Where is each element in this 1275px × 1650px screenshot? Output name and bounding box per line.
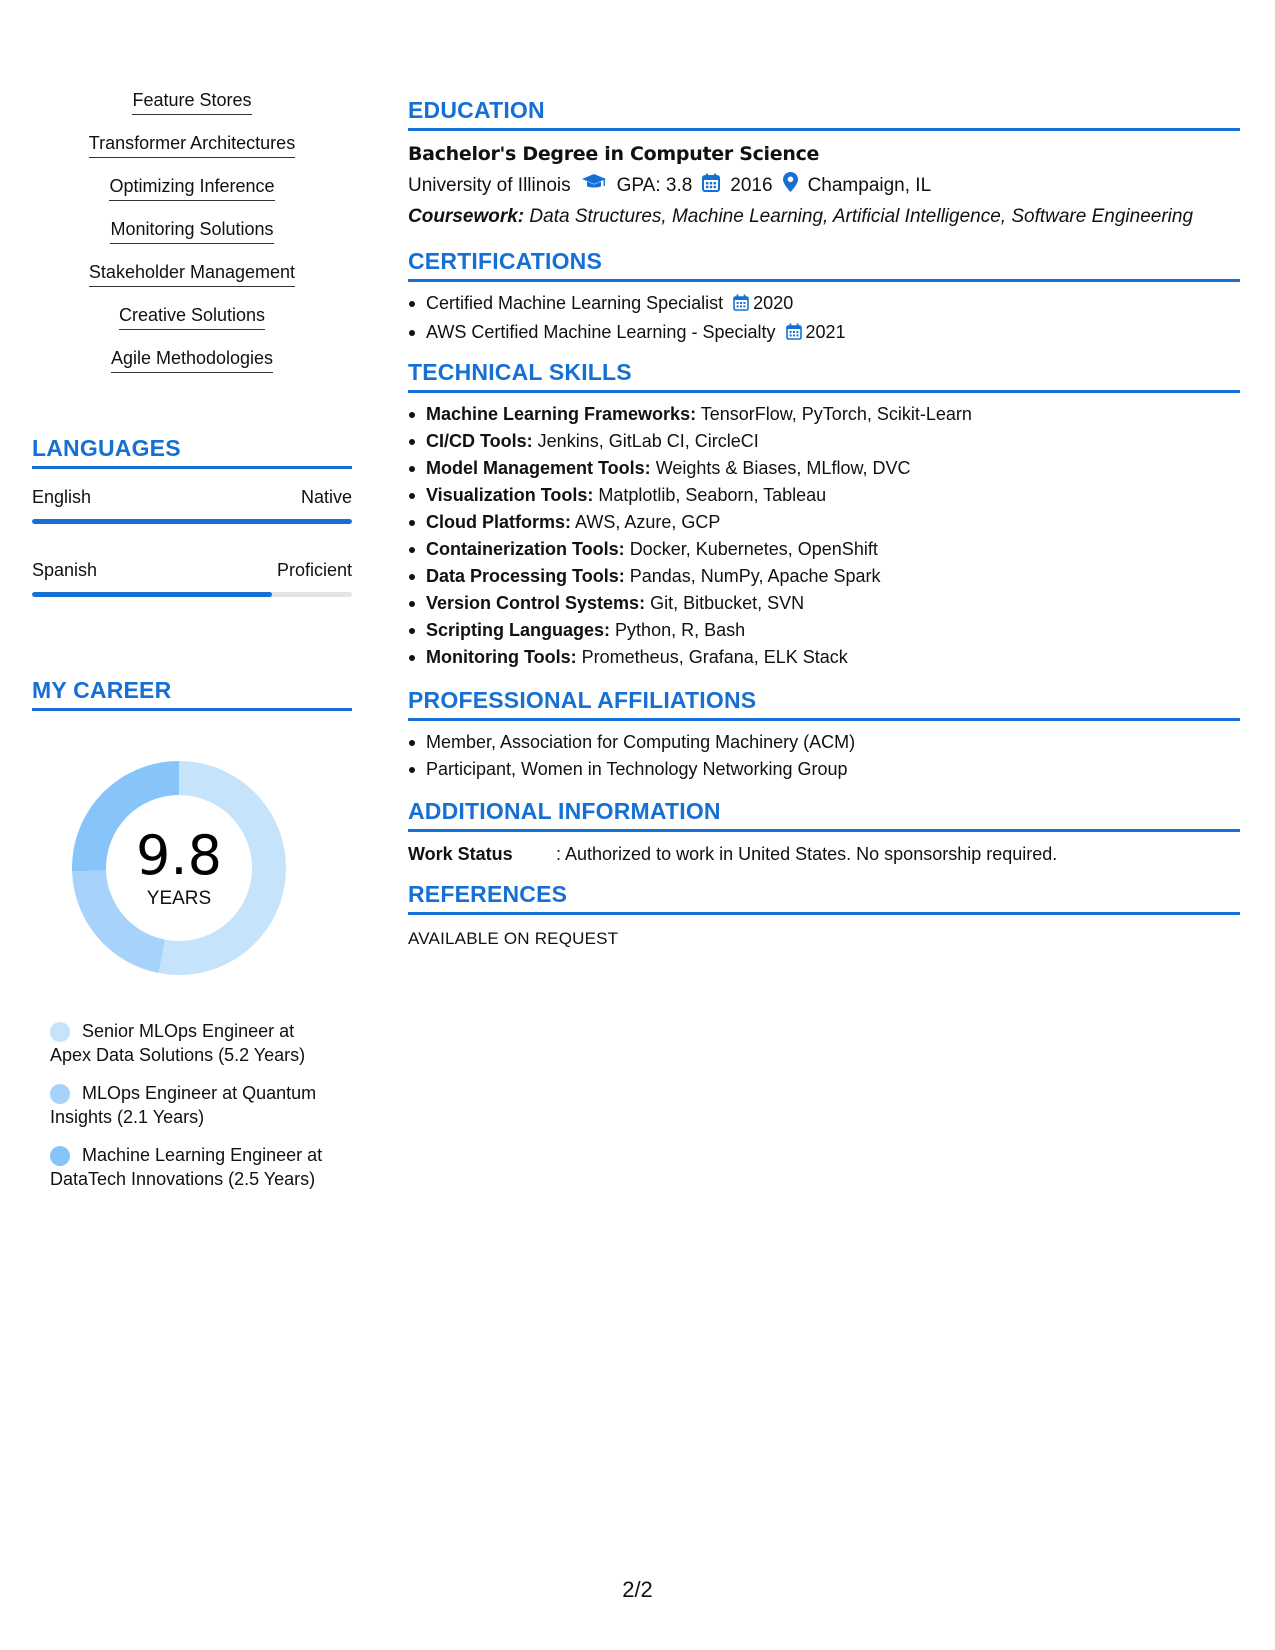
list-item	[408, 536, 1240, 563]
graduation-year: 2016	[730, 175, 773, 196]
legend-label: Senior MLOps Engineer at Apex Data Solutions (5.2 Years)	[50, 1021, 306, 1065]
language-name: English	[32, 487, 92, 507]
career-donut	[66, 755, 292, 981]
list-item	[408, 319, 1240, 348]
references-text: AVAILABLE ON REQUEST	[408, 929, 619, 948]
legend-dot	[50, 1022, 70, 1042]
career-title: MY CAREER	[32, 676, 352, 711]
calendar-icon	[702, 173, 720, 200]
skill-category: Scripting Languages:	[426, 620, 611, 640]
language-bar	[32, 592, 352, 597]
calendar-icon	[786, 321, 802, 348]
references-section	[408, 880, 1240, 951]
list-item	[408, 644, 1240, 671]
languages-section	[32, 434, 352, 601]
legend-label: MLOps Engineer at Quantum Insights (2.1 Years)	[50, 1083, 317, 1127]
certifications-section	[408, 247, 1240, 348]
skill-tag: Monitoring Solutions	[110, 217, 273, 244]
list-item: Member, Association for Computing Machinery (ACM)	[408, 729, 1240, 756]
career-unit: YEARS	[146, 888, 212, 909]
certifications-title: CERTIFICATIONS	[408, 247, 1240, 282]
skill-tag: Feature Stores	[132, 88, 251, 115]
graduation-cap-icon	[581, 173, 607, 199]
career-legend	[50, 1019, 330, 1191]
skill-values: Python, R, Bash	[615, 620, 746, 640]
education-details	[408, 172, 1240, 200]
affiliations-title: PROFESSIONAL AFFILIATIONS	[408, 686, 1240, 721]
list-item	[408, 509, 1240, 536]
calendar-icon	[733, 292, 749, 319]
skill-values: TensorFlow, PyTorch, Scikit-Learn	[700, 404, 972, 424]
skill-category: Visualization Tools:	[426, 485, 594, 505]
skill-category: Model Management Tools:	[426, 458, 651, 478]
certification-year: 2021	[805, 322, 846, 342]
list-item	[408, 617, 1240, 644]
list-item	[408, 428, 1240, 455]
map-pin-icon	[783, 172, 798, 200]
skill-category: Containerization Tools:	[426, 539, 625, 559]
gpa: GPA: 3.8	[616, 175, 693, 196]
education-title: EDUCATION	[408, 96, 1240, 131]
skill-values: Weights & Biases, MLflow, DVC	[655, 458, 911, 478]
school-name: University of Illinois	[408, 175, 571, 196]
legend-label: Machine Learning Engineer at DataTech Innovations (2.5 Years)	[50, 1145, 323, 1189]
coursework-list: Data Structures, Machine Learning, Artificial Intelligence, Software Engineering	[529, 206, 1194, 227]
certification-year: 2020	[753, 293, 794, 313]
list-item	[408, 590, 1240, 617]
list-item	[408, 401, 1240, 428]
skill-tag: Creative Solutions	[119, 303, 265, 330]
skill-category: Machine Learning Frameworks:	[426, 404, 697, 424]
skill-tag: Agile Methodologies	[111, 346, 273, 373]
list-item	[408, 482, 1240, 509]
language-item	[32, 485, 352, 524]
coursework-label: Coursework:	[408, 206, 525, 227]
references-title: REFERENCES	[408, 880, 1240, 915]
list-item	[408, 563, 1240, 590]
legend-item	[50, 1143, 330, 1191]
legend-item	[50, 1081, 330, 1129]
language-bar	[32, 519, 352, 524]
skill-tag: Transformer Architectures	[89, 131, 295, 158]
certification-name: Certified Machine Learning Specialist	[426, 293, 724, 313]
coursework	[408, 204, 1240, 230]
list-item: Participant, Women in Technology Networking Group	[408, 756, 1240, 783]
language-item	[32, 558, 352, 597]
skill-values: AWS, Azure, GCP	[575, 512, 721, 532]
technical-skills-list	[408, 401, 1240, 671]
skill-values: Matplotlib, Seaborn, Tableau	[598, 485, 827, 505]
school-location: Champaign, IL	[807, 175, 932, 196]
work-status-row	[408, 842, 1240, 866]
language-bar-fill	[32, 519, 352, 524]
language-bar-fill	[32, 592, 272, 597]
skill-values: Docker, Kubernetes, OpenShift	[629, 539, 878, 559]
skill-category: Cloud Platforms:	[426, 512, 572, 532]
certification-name: AWS Certified Machine Learning - Specialty	[426, 322, 776, 342]
additional-info-section	[408, 797, 1240, 866]
skill-category: CI/CD Tools:	[426, 431, 533, 451]
language-level: Proficient	[276, 560, 352, 580]
skill-values: Jenkins, GitLab CI, CircleCI	[537, 431, 759, 451]
work-status-label: Work Status	[408, 844, 513, 864]
legend-dot	[50, 1146, 70, 1166]
degree-title: Bachelor's Degree in Computer Science	[408, 143, 820, 165]
list-item	[408, 290, 1240, 319]
career-section	[32, 676, 352, 1205]
technical-skills-title: TECHNICAL SKILLS	[408, 358, 1240, 393]
donut-center	[66, 755, 292, 981]
legend-item	[50, 1019, 330, 1067]
language-name: Spanish	[32, 560, 98, 580]
legend-dot	[50, 1084, 70, 1104]
skill-category: Data Processing Tools:	[426, 566, 625, 586]
skill-tag: Stakeholder Management	[89, 260, 295, 287]
affiliations-list	[408, 729, 1240, 783]
skill-tags	[32, 88, 352, 389]
work-status-value: : Authorized to work in United States. No sponsorship required.	[556, 844, 1058, 864]
skill-category: Version Control Systems:	[426, 593, 646, 613]
certifications-list	[408, 290, 1240, 348]
list-item	[408, 455, 1240, 482]
education-section	[408, 96, 1240, 230]
page-number: 2/2	[622, 1577, 653, 1602]
career-total: 9.8	[136, 824, 222, 887]
skill-values: Prometheus, Grafana, ELK Stack	[581, 647, 848, 667]
technical-skills-section	[408, 358, 1240, 671]
languages-title: LANGUAGES	[32, 434, 352, 469]
language-level: Native	[300, 487, 352, 507]
skill-values: Git, Bitbucket, SVN	[650, 593, 805, 613]
skill-category: Monitoring Tools:	[426, 647, 577, 667]
additional-info-title: ADDITIONAL INFORMATION	[408, 797, 1240, 832]
skill-tag: Optimizing Inference	[109, 174, 274, 201]
affiliations-section	[408, 686, 1240, 783]
skill-values: Pandas, NumPy, Apache Spark	[629, 566, 881, 586]
